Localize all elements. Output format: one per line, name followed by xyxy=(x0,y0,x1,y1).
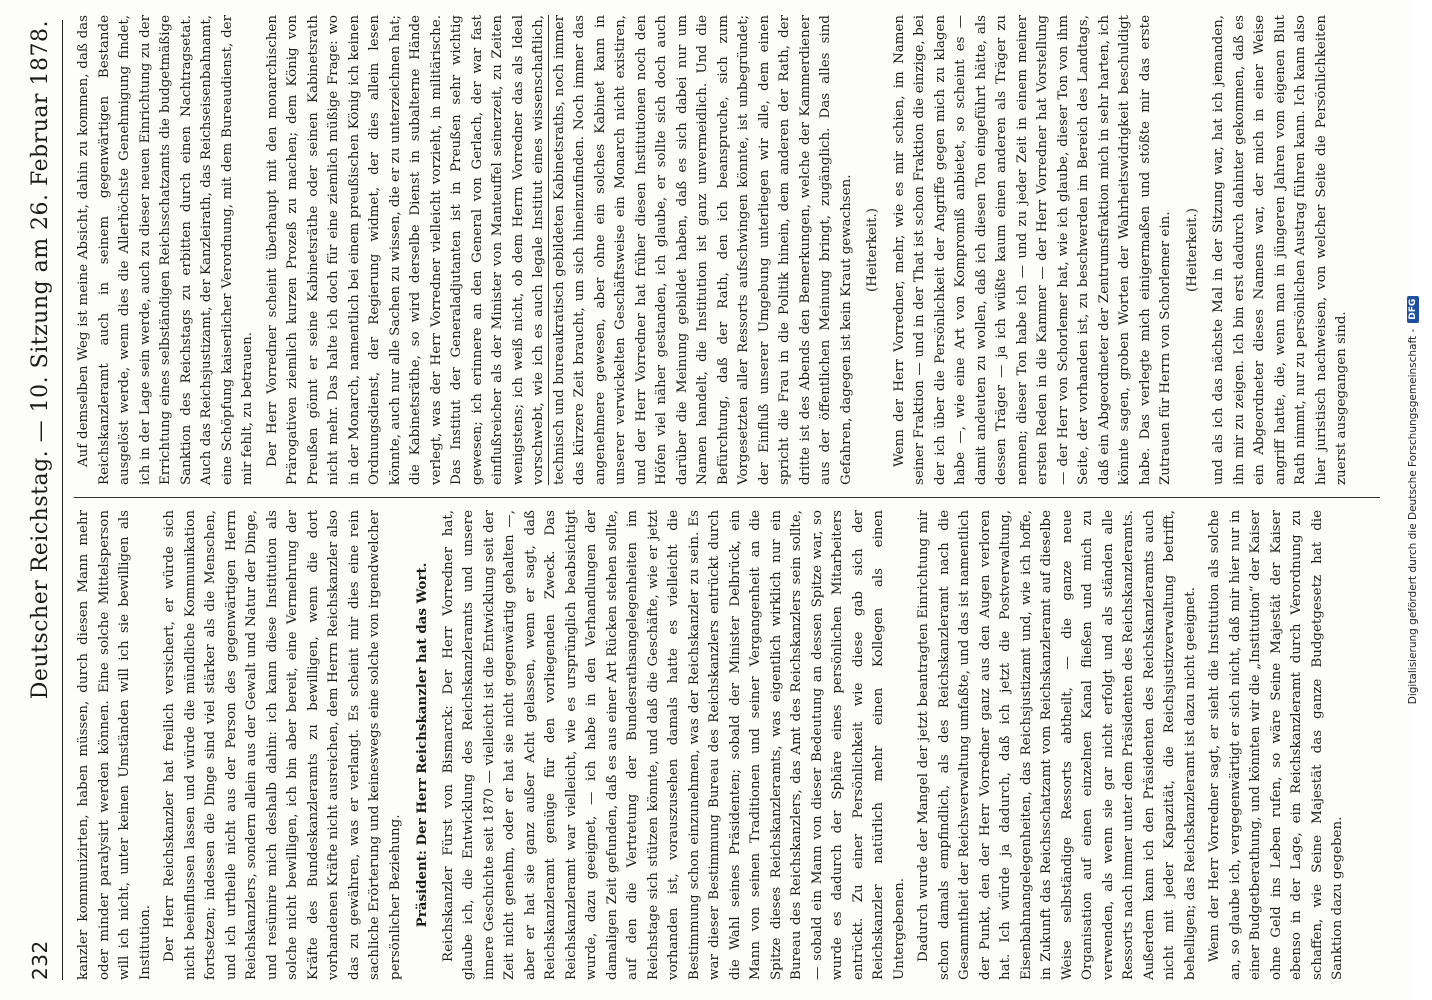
digitization-credit xyxy=(1400,0,1426,1000)
right-column xyxy=(74,15,1388,485)
paragraph: kanzler kommunizirten, haben müssen, durch diesen Mann mehr oder minder paralysirt werden können. Eine solche Mittelsperson will ich nicht, unter keinen Umständen will ich sie bewilligen als Institution. xyxy=(76,510,153,980)
paragraph: Auf demselben Weg ist meine Absicht, dahin zu kommen, daß das Reichskanzleramt auch in seinem gegenwärtigen Bestande ausgelöst werde, wenn dies die Allerhöchste Genehmigung findet, ich in der Lage sein werde, auch zu dieser neuen Einrichtung zu der Errichtung eines selbständigen Reichsschatzamts die budgetmäßige Sanktion des Reichstags zu erbitten durch einen Nachtragsetat. Auch das Reichsjustizamt, der Kanzleirath, das Reichseisenbahnamt, eine Schöpfung kaiserlicher Verordnung, mit dem Bureaudienst, der mir fehlt, zu betrauen. xyxy=(76,15,255,485)
credit-text: Digitalisierung gefördert durch die Deutsche Forschungsgemeinschaft - xyxy=(1407,328,1419,705)
paragraph: Wenn der Herr Vorredner sagt, er sieht die Institution als solche an, so glaube ich, vergegenwärtigt er sich nicht, daß mir hier nur in einer Budgetberathung, und könnten wir die „Institution“ der Kaiser ohne Geld ins Leben rufen, so wäre Seine Majestät der Kaiser ebenso in der Lage, ein Reichskanzleramt durch Verordnung zu schaffen, wie Seine Majestät das ganze Budgetgesetz hat die Sanktion dazu gegeben. xyxy=(1207,510,1345,980)
applause-note: (Heiterkeit.) xyxy=(1184,208,1200,292)
column-divider xyxy=(74,497,1380,498)
paragraph: und als ich das nächste Mal in der Sitzung war, hat ich jemanden, ihn mir zu zeigen. Ich bin erst dadurch dahinter gekommen, daß es ein Abgeordneter dieses Namens war, der mich in einer Weise angriff hatte, die, wenn man in jüngeren Jahren vom eigenen Blut Rath nimmt, nur zu persönlichen Austrag führen kann. Ich kann also hier juristisch nachweisen, von welcher Seite die Persönlichkeiten zuerst ausgegangen sind. xyxy=(1211,15,1349,485)
applause-note: (Heiterkeit.) xyxy=(865,208,880,292)
running-title: Deutscher Reichstag. — 10. Sitzung am 26. Februar 1878. xyxy=(27,20,53,700)
paragraph: Dadurch wurde der Mangel der jetzt beantragten Einrichtung mir schon damals empfindlich, als des Reichskanzleramt nach die Gesammtheit der Reichsverwaltung umfaßte, und das ist namentlich der Punkt, den der Herr Vorredner ganz aus den Augen verloren hat. Ich würde ja dadurch, daß ich jetzt die Postverwaltung, Eisenbahnangelegenheiten, das Reichsjustizamt und, wie ich hoffe, in Zukunft das Reichsschatzamt vom Reichskanzleramt auf dieselbe Weise selbständige Ressorts abtheilt, — die ganze neue Organisation auf einen einzelnen Kanal fließen und mich zu verwenden, als wenn sie gar nicht erfolgt und als ständen alle Ressorts nach immer unter dem Präsidenten des Reichskanzleramts. Außerdem kann ich den Präsidenten des Reichskanzleramts auch nicht mit jeder Kapazität, die Reichsjustizverwaltung betrifft, behelligen; das Reichskanzleramt ist dazu nicht geeignet. xyxy=(916,510,1198,980)
paragraph: Reichskanzler Fürst von Bismarck: Der Herr Vorredner hat, glaube ich, die Entwicklung des Reichskanzleramts und unsere innere Geschichte seit 1870 — vielleicht ist die Entwicklung seit der Zeit nicht genehm, oder er hat sie nicht gegenwärtig gehalten —, aber er hat sie ganz außer Acht gelassen, wenn er sagt, daß Reichskanzleramt genüge für den vorliegenden Zweck. Das Reichskanzleramt war vielleicht, wie es ursprünglich beabsichtigt wurde, dazu geeignet, — ich habe in den Verhandlungen der damaligen Zeit gefunden, daß es aus einer Art Rücken stehen sollte, auf den die Vertretung der Bundesrathsangelegenheiten im Reichstage sich stützen könnte, und daß die Geschäfte, wie er jetzt vorhanden ist, vorauszusehen damals hatte es vielleicht die Bestimmung schon einzunehmen, was der Reichskanzler zu sein. Es war dieser Bestimmung Bureau des Reichskanzlers entrückt durch die Wahl seines Präsidenten; sobald der Minister Delbrück, ein Mann von seinen Traditionen und seiner Vergangenheit an die Spitze dieses Reichskanzleramts, was eigentlich wirklich nur ein Bureau des Reichskanzlers, das Amt des Reichskanzlers sein sollte, — sobald ein Mann von dieser Bedeutung an dessen Spitze war, so wurde es dadurch der Sphäre eines persönlichen Mitarbeiters entrückt. Zu einer Persönlichkeit wie diese gab sich der Reichskanzler natürlich mehr einen Kollegen als einen Untergebenen. xyxy=(440,510,907,980)
dfg-logo: DFG xyxy=(1407,296,1419,323)
left-column xyxy=(74,510,1388,980)
page-header xyxy=(18,20,63,980)
paragraph: Der Herr Reichskanzler hat freilich versichert, er würde sich nicht beeinflussen lassen und würde die mündliche Kommunikation fortsetzen; indessen die Dinge sind viel stärker als die Menschen, und ich urtheile nicht aus der Person des gegenwärtigen Herrn Reichskanzlers, sondern allein aus der Gewalt und Natur der Dinge, und resümire mich deshalb dahin: ich kann diese Institution als solche nicht bewilligen, ich bin aber bereit, eine Vermehrung der Kräfte des Bundeskanzleramts zu bewilligen, wenn die dort vorhandenen Kräfte nicht ausreichen, dem Herrn Reichskanzler also das zu gewähren, was er verlangt. Es scheint mir dies eine rein sachliche Erörterung und keineswegs eine solche von irgendwelcher persönlicher Beziehung. xyxy=(162,510,403,980)
president-line: Präsident: Der Herr Reichskanzler hat das Wort. xyxy=(414,562,430,928)
paragraph: Wenn der Herr Vorredner, mehr, wie es mir schien, im Namen seiner Fraktion — und in der That ist schon Fraktion die einzige, bei der ich über die Persönlichkeit der Angriffe gegen mich zu klagen habe —, wie eine Art von Kompromiß anbietet, so scheint es — damit andeuten zu wollen, daß ich diesen Ton eingeführt hätte, als dessen Träger — ja ich wüßte kaum einen anderen als Träger zu nennen; dieser Ton habe ich — und zu jeder Zeit in einem meiner ersten Reden in die Kammer — der Herr Vorredner hat Vorstellung — der Herr von Schorlemer hat, wie ich glaube, dieser Ton von ihm Seite, der vorhanden ist, zu beschwerden im Bereich des Landtags, daß ein Abgeordneter der Zentrumsfraktion mich in sehr harten, ich könnte sagen, groben Worten der Wahrheitswidrigkeit beschuldigt habe. Das verlegte mich einigermaßen und stößte mir das erste Zutrauen für Herrn von Schorlemer ein. xyxy=(891,15,1173,485)
page-number: 232 xyxy=(28,940,52,980)
paragraph: Der Herr Vorredner scheint überhaupt mit den monarchischen Prärogativen ziemlich kurzen Prozeß zu machen; dem König von Preußen gönnt er seine Kabinetsräthe oder seinen Kabinetsrath nicht mehr. Das halte ich doch für eine ziemlich müßige Frage: wo in der Monarch, namentlich bei einem preußischen König ich keinen Ordnungsdienst, der Regierung widmet, der dies allein lesen könnte, auch nur alle Sachen zu wissen, die er zu unterzeichnen hat; die Kabinetsräthe, so wird derselbe Dienst in subalterne Hände verlegt, was der Herr Vorredner vielleicht vorzieht, in militärische. Das Institut der Generaladjutanten ist in Preußen sehr wichtig gewesen; ich erinnere an den General von Gerlach, der war fast einflußreicher als der Minister von Manteuffel seinerzeit, zu Zeiten wenigstens; ich weiß nicht, ob dem Herrn Vorredner das als Ideal vorschwebt, wie ich es auch legale Institut eines wissenschaftlich, technisch und bureaukratisch gebildeten Kabinetsraths, noch immer das kürzere Zeit braucht, um sich hineinzufinden. Noch immer das angenehmere gewesen, aber ohne ein solches Kabinet kann in unserer verwickelten Geschäftsweise ein Monarch nicht existiren, und der Herr Vorredner hat früher diesen Institutionen noch den Höfen viel näher gestanden, ich glaube, er sollte sich doch auch darüber die Meinung gebildet haben, daß es sich dabei nur um Namen handelt, die Institution ist ganz unvermeidlich. Und die Befürchtung, daß der Rath, den ich beanspruche, sich zum Vorgesetzten aller Ressorts aufschwingen könnte, ist unbegründet; der Einfluß unserer Umgebung unterliegen wir alle, dem einen spricht die Frau in die Politik hinein, dem anderen der Rath, der dritte ist des Abends den Bemerkungen, welche der Kammerdiener aus der öffentlichen Meinung bringt, zugänglich. Das alles sind Gefahren, dagegen ist kein Kraut gewachsen. xyxy=(264,15,854,485)
